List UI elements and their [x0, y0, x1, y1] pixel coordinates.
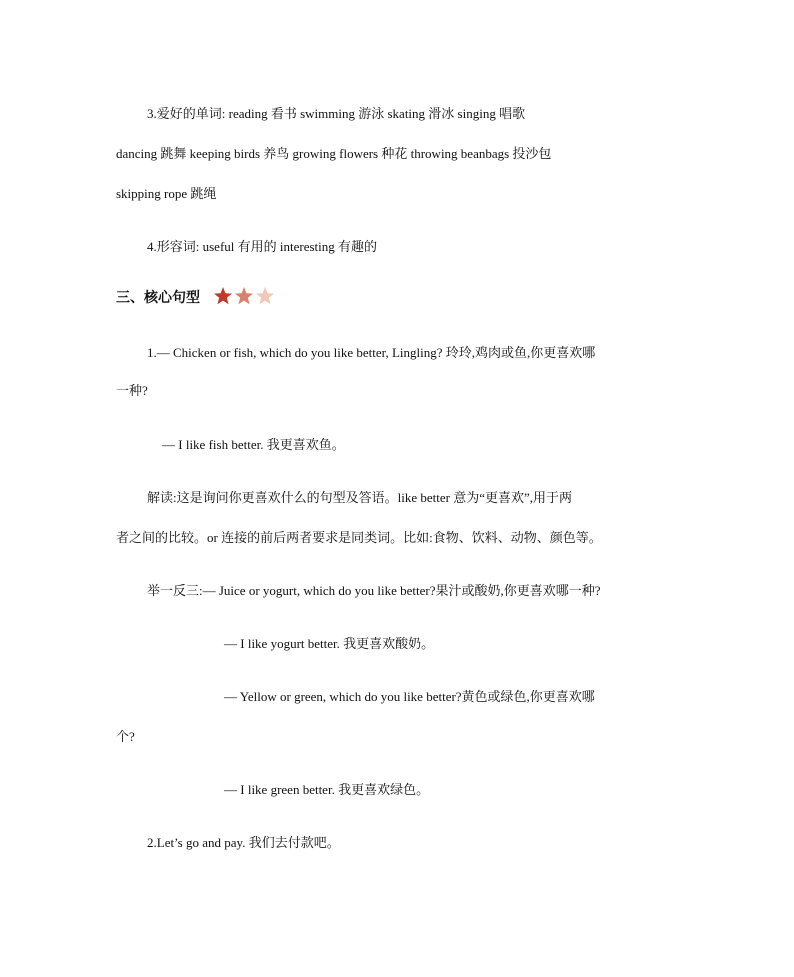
example-2-question: — Yellow or green, which do you like better?黄色或绿色,你更喜欢哪 — [224, 689, 595, 704]
difficulty-stars — [213, 286, 275, 306]
star-icon-3 — [256, 287, 274, 304]
star-rating-icon — [213, 286, 275, 306]
star-icon-2 — [235, 287, 253, 304]
sentence-1-answer: — I like fish better. 我更喜欢鱼。 — [162, 437, 345, 452]
explanation-line-1: 解读:这是询问你更喜欢什么的句型及答语。like better 意为“更喜欢”,用于两 — [147, 490, 572, 505]
explanation-line-2: 者之间的比较。or 连接的前后两者要求是同类词。比如:食物、饮料、动物、颜色等。 — [116, 530, 602, 545]
example-2-answer: — I like green better. 我更喜欢绿色。 — [224, 782, 430, 797]
sentence-2: 2.Let’s go and pay. 我们去付款吧。 — [147, 835, 340, 850]
example-1-question: 举一反三:— Juice or yogurt, which do you like better?果汁或酸奶,你更喜欢哪一种? — [147, 583, 601, 598]
section-heading — [116, 288, 275, 308]
example-1-answer: — I like yogurt better. 我更喜欢酸奶。 — [224, 636, 435, 651]
star-icon-1 — [214, 287, 232, 304]
sentence-1-question-cont: 一种? — [116, 383, 148, 398]
hobby-words-line-3: skipping rope 跳绳 — [116, 186, 217, 201]
adjective-words-line: 4.形容词: useful 有用的 interesting 有趣的 — [147, 239, 378, 254]
sentence-1-question: 1.— Chicken or fish, which do you like better, Lingling? 玲玲,鸡肉或鱼,你更喜欢哪 — [147, 345, 596, 360]
hobby-words-line-2: dancing 跳舞 keeping birds 养鸟 growing flowers 种花 throwing beanbags 投沙包 — [116, 146, 552, 161]
hobby-words-line-1: 3.爱好的单词: reading 看书 swimming 游泳 skating 滑冰 singing 唱歌 — [147, 106, 526, 121]
section-title: 三、核心句型 — [116, 290, 200, 306]
example-2-question-cont: 个? — [116, 729, 135, 744]
